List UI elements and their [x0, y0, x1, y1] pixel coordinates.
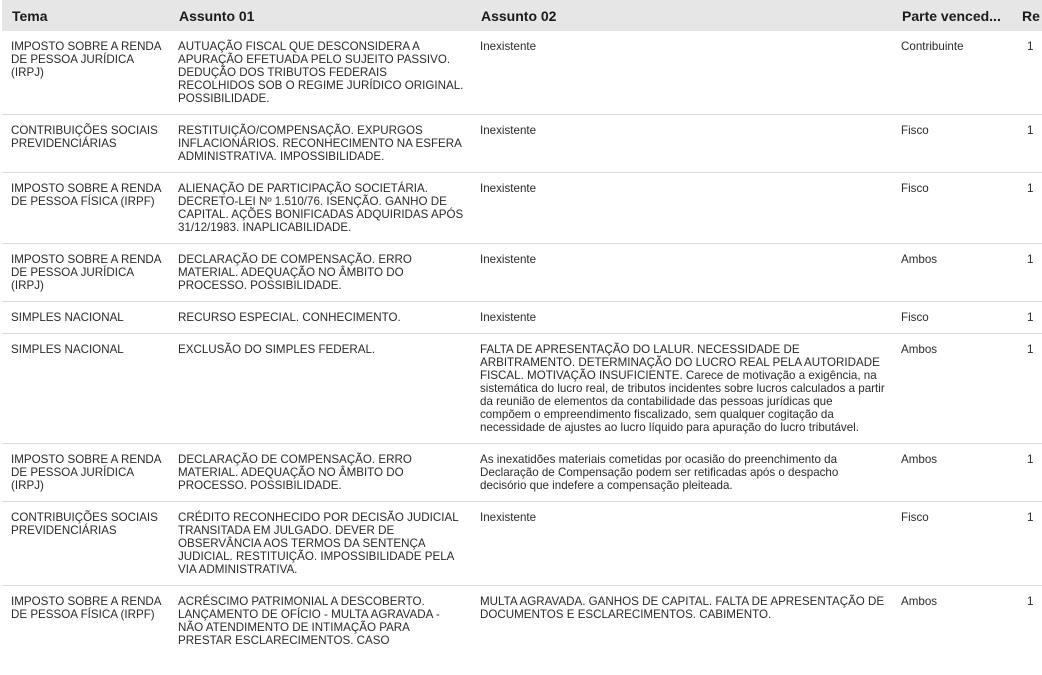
- cell-tema: IMPOSTO SOBRE A RENDA DE PESSOA JURÍDICA (IRPJ): [2, 444, 169, 502]
- cell-assunto-02: Inexistente: [471, 173, 892, 244]
- table-row[interactable]: [2, 444, 1042, 502]
- cell-parte-vencedora: Fisco: [892, 115, 1012, 173]
- column-header-re[interactable]: Re: [1022, 7, 1040, 24]
- cell-assunto-01: DECLARAÇÃO DE COMPENSAÇÃO. ERRO MATERIAL. ADEQUAÇÃO NO ÂMBITO DO PROCESSO. POSSIBILIDADE.: [169, 444, 471, 502]
- cell-assunto-01: RESTITUIÇÃO/COMPENSAÇÃO. EXPURGOS INFLACIONÁRIOS. RECONHECIMENTO NA ESFERA ADMINISTRATIVA. IMPOSSIBILIDADE.: [169, 115, 471, 173]
- cell-re: 1: [1012, 502, 1042, 586]
- cell-assunto-02: Inexistente: [471, 244, 892, 302]
- cell-parte-vencedora: Fisco: [892, 502, 1012, 586]
- table-row[interactable]: [2, 502, 1042, 586]
- cell-re: 1: [1012, 244, 1042, 302]
- cell-re: 1: [1012, 302, 1042, 334]
- cell-assunto-02: As inexatidões materiais cometidas por ocasião do preenchimento da Declaração de Compensação podem ser retificadas após o despacho decisório que indefere a compensação pleiteada.: [471, 444, 892, 502]
- column-header-tema[interactable]: Tema: [12, 7, 48, 24]
- cell-parte-vencedora: Ambos: [892, 334, 1012, 444]
- cell-re: 1: [1012, 444, 1042, 502]
- data-table: [2, 0, 1042, 656]
- table-row[interactable]: [2, 173, 1042, 244]
- cell-tema: IMPOSTO SOBRE A RENDA DE PESSOA JURÍDICA (IRPJ): [2, 244, 169, 302]
- cell-assunto-02: FALTA DE APRESENTAÇÃO DO LALUR. NECESSIDADE DE ARBITRAMENTO. DETERMINAÇÃO DO LUCRO REAL PELA AUTORIDADE FISCAL. MOTIVAÇÃO INSUFICIENTE. Carece de motivação a exigência, na sistemática do lucro real, de tributos incidentes sobre lucros calculados a partir da reunião de elementos da contabilidade das pessoas jurídicas que compõem o empreendimento fiscalizado, sem qualquer cogitação da necessidade de ajustes ao lucro líquido para apuração do lucro tributável.: [471, 334, 892, 444]
- cell-parte-vencedora: Fisco: [892, 302, 1012, 334]
- cell-assunto-01: CRÉDITO RECONHECIDO POR DECISÃO JUDICIAL TRANSITADA EM JULGADO. DEVER DE OBSERVÂNCIA AOS TERMOS DA SENTENÇA JUDICIAL. RESTITUIÇÃO. IMPOSSIBILIDADE PELA VIA ADMINISTRATIVA.: [169, 502, 471, 586]
- table-row[interactable]: [2, 31, 1042, 115]
- column-header-assunto-01[interactable]: Assunto 01: [179, 7, 255, 24]
- table-row[interactable]: [2, 244, 1042, 302]
- cell-parte-vencedora: Fisco: [892, 173, 1012, 244]
- cell-assunto-01: ALIENAÇÃO DE PARTICIPAÇÃO SOCIETÁRIA. DECRETO-LEI Nº 1.510/76. ISENÇÃO. GANHO DE CAPITAL. AÇÕES BONIFICADAS ADQUIRIDAS APÓS 31/12/1983. INAPLICABILIDADE.: [169, 173, 471, 244]
- cell-assunto-02: MULTA AGRAVADA. GANHOS DE CAPITAL. FALTA DE APRESENTAÇÃO DE DOCUMENTOS E ESCLARECIMENTOS. CABIMENTO.: [480, 595, 885, 621]
- cell-re: 1: [1012, 115, 1042, 173]
- table-row[interactable]: [2, 334, 1042, 444]
- table-row[interactable]: [2, 586, 1042, 657]
- cell-tema: CONTRIBUIÇÕES SOCIAIS PREVIDENCIÁRIAS: [2, 115, 169, 173]
- cell-re: 1: [1012, 31, 1042, 115]
- cell-assunto-02: Inexistente: [471, 302, 892, 334]
- header-row: [2, 0, 1042, 31]
- cell-assunto-02: Inexistente: [471, 31, 892, 115]
- table-header: [2, 0, 1042, 31]
- cell-assunto-01: RECURSO ESPECIAL. CONHECIMENTO.: [169, 302, 471, 334]
- cell-parte-vencedora: Contribuinte: [892, 31, 1012, 115]
- cell-tema: IMPOSTO SOBRE A RENDA DE PESSOA FÍSICA (IRPF): [11, 595, 161, 621]
- cell-re: 1: [1027, 595, 1034, 608]
- cell-re: 1: [1012, 173, 1042, 244]
- cell-assunto-02: Inexistente: [471, 115, 892, 173]
- cell-tema: SIMPLES NACIONAL: [2, 302, 169, 334]
- cell-assunto-01: AUTUAÇÃO FISCAL QUE DESCONSIDERA A APURAÇÃO EFETUADA PELO SUJEITO PASSIVO. DEDUÇÃO DOS TRIBUTOS FEDERAIS RECOLHIDOS SOB O REGIME JURÍDICO ORIGINAL. POSSIBILIDADE.: [169, 31, 471, 115]
- cell-tema: CONTRIBUIÇÕES SOCIAIS PREVIDENCIÁRIAS: [2, 502, 169, 586]
- cell-re: 1: [1012, 334, 1042, 444]
- table-body: [2, 31, 1042, 656]
- cell-parte-vencedora: Ambos: [901, 595, 938, 608]
- cell-assunto-02: Inexistente: [471, 502, 892, 586]
- cell-assunto-01: ACRÉSCIMO PATRIMONIAL A DESCOBERTO. LANÇAMENTO DE OFÍCIO - MULTA AGRAVADA - NÃO ATENDIMENTO DE INTIMAÇÃO PARA PRESTAR ESCLARECIMENTOS. CASO: [178, 595, 440, 647]
- cell-parte-vencedora: Ambos: [892, 244, 1012, 302]
- column-header-assunto-02[interactable]: Assunto 02: [481, 7, 557, 24]
- table-row[interactable]: [2, 302, 1042, 334]
- cell-assunto-01: EXCLUSÃO DO SIMPLES FEDERAL.: [169, 334, 471, 444]
- cell-tema: IMPOSTO SOBRE A RENDA DE PESSOA FÍSICA (IRPF): [2, 173, 169, 244]
- cell-tema: SIMPLES NACIONAL: [2, 334, 169, 444]
- table-row[interactable]: [2, 115, 1042, 173]
- column-header-parte-vencedora[interactable]: Parte venced...: [902, 7, 1001, 24]
- cell-assunto-01: DECLARAÇÃO DE COMPENSAÇÃO. ERRO MATERIAL. ADEQUAÇÃO NO ÂMBITO DO PROCESSO. POSSIBILIDADE.: [169, 244, 471, 302]
- cell-tema: IMPOSTO SOBRE A RENDA DE PESSOA JURÍDICA (IRPJ): [2, 31, 169, 115]
- cell-parte-vencedora: Ambos: [892, 444, 1012, 502]
